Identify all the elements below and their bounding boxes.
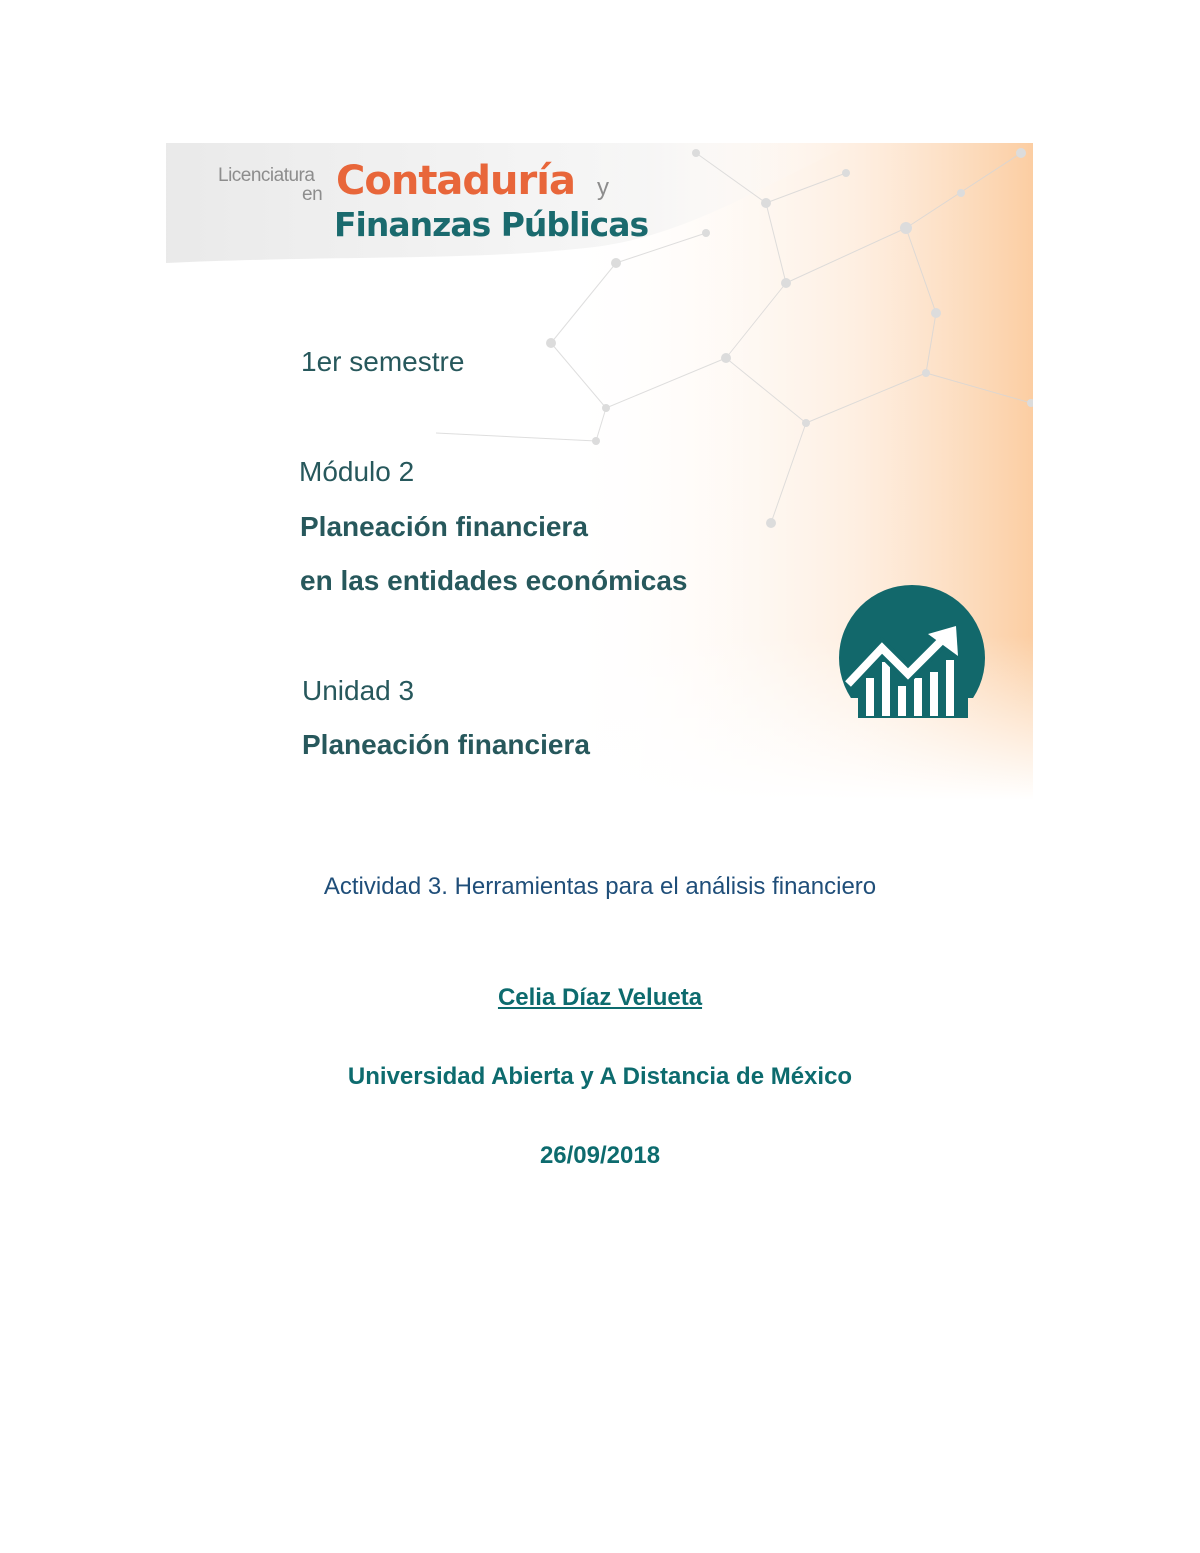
- document-date: 26/09/2018: [539, 1142, 661, 1169]
- cover-banner: [166, 143, 1033, 800]
- module-title-line2: en las entidades económicas: [300, 565, 688, 596]
- unit-label: Unidad 3: [302, 675, 415, 706]
- unit-title: Planeación financiera: [302, 729, 590, 760]
- logo-connector: y: [597, 174, 609, 201]
- growth-chart-icon: [838, 584, 986, 732]
- module-label: Módulo 2: [299, 456, 415, 487]
- activity-title: Actividad 3. Herramientas para el análisis financiero: [323, 873, 877, 900]
- university-name: Universidad Abierta y A Distancia de México: [347, 1063, 853, 1090]
- program-logo: [166, 143, 1033, 283]
- author-name-text: Celia Díaz Velueta: [497, 984, 703, 1011]
- author-name: [0, 984, 1200, 1012]
- logo-contaduria: Contaduría: [336, 158, 575, 204]
- logo-en: en: [302, 184, 323, 205]
- module-title-line1: Planeación financiera: [300, 511, 588, 542]
- logo-finanzas-publicas: Finanzas Públicas: [334, 205, 649, 244]
- semester-label: 1er semestre: [301, 346, 465, 377]
- logo-licenciatura: Licenciatura: [218, 165, 315, 186]
